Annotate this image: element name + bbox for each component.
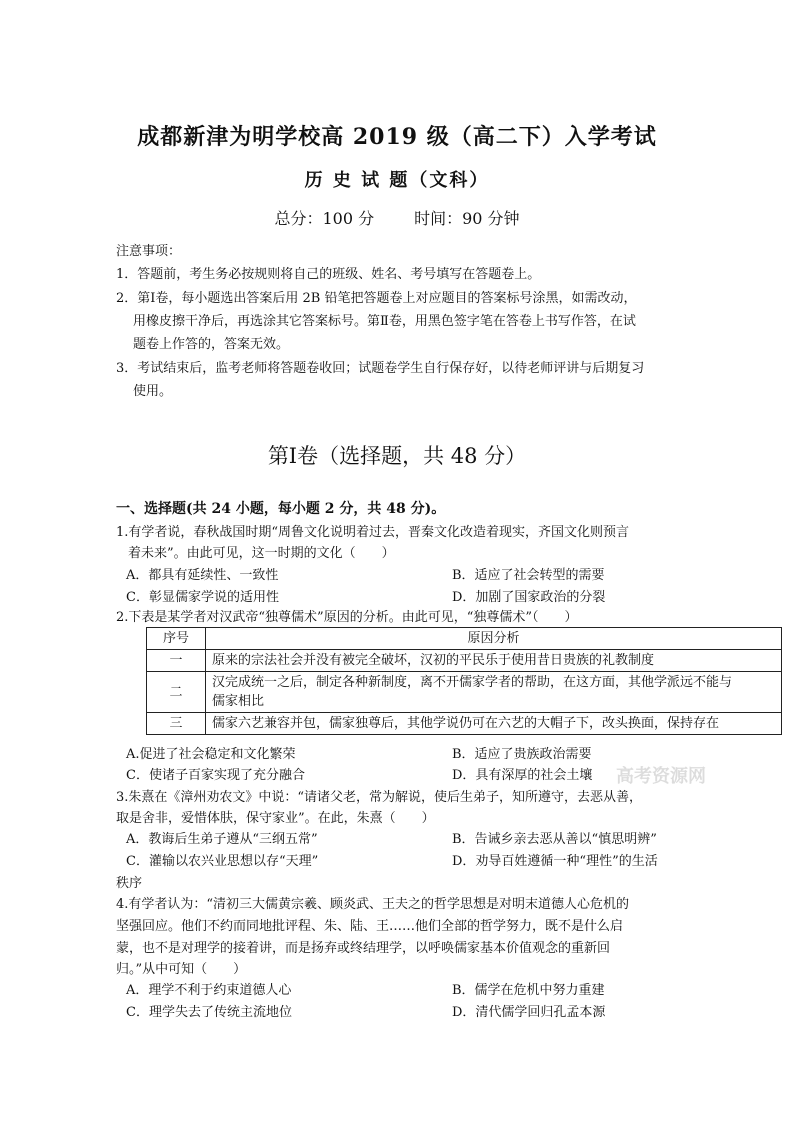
note-2-line-1: 2．第Ⅰ卷，每小题选出答案后用 2B 铅笔把答题卷上对应题目的答案标号涂黑，如需改动， — [116, 291, 637, 306]
q2-option-b: B．适应了贵族政治需要 — [452, 747, 592, 762]
q4-stem-line-3: 蒙，也不是对理学的接着讲，而是扬弃或终结理学，以呼唤儒家基本价值观念的重新回 — [116, 941, 611, 956]
q3-option-b: B．告诫乡亲去恶从善以“慎思明辨” — [452, 832, 657, 847]
note-1: 1．答题前，考生务必按规则将自己的班级、姓名、考号填写在答题卷上。 — [116, 267, 541, 282]
q4-option-b: B．儒学在危机中努力重建 — [452, 983, 605, 998]
q1-option-d: D．加剧了国家政治的分裂 — [452, 590, 606, 605]
row-text-line-2: 儒家相比 — [212, 694, 265, 709]
exam-title: 成都新津为明学校高 2019 级（高二下）入学考试 — [137, 124, 657, 150]
table-header-analysis: 原因分析 — [206, 628, 782, 650]
q4-option-c: C．理学失去了传统主流地位 — [126, 1005, 292, 1020]
row-text: 儒家六艺兼容并包，儒家独尊后，其他学说仍可在六艺的大帽子下，改头换面，保持存在 — [206, 713, 782, 735]
note-2-line-2: 用橡皮擦干净后，再选涂其它答案标号。第Ⅱ卷，用黑色签字笔在答卷上书写作答，在试 — [133, 314, 636, 329]
note-2-line-3: 题卷上作答的，答案无效。 — [133, 337, 290, 352]
q1-option-c: C．彰显儒家学说的适用性 — [126, 590, 279, 605]
notes-heading: 注意事项： — [116, 244, 182, 259]
q4-stem-line-1: 4.有学者认为：“清初三大儒黄宗羲、顾炎武、王夫之的哲学思想是对明末道德人心危机的 — [116, 897, 630, 912]
row-no: 三 — [147, 713, 206, 735]
q4-stem-line-2: 坚强回应。他们不约而同地批评程、朱、陆、王……他们全部的哲学努力，既不是什么启 — [116, 919, 624, 934]
total-score: 总分：100 分 — [274, 209, 375, 228]
score-time-line — [0, 206, 794, 229]
q2-option-a: A.促进了社会稳定和文化繁荣 — [126, 747, 296, 762]
q3-option-d: D．劝导百姓遵循一种“理性”的生活 — [452, 854, 658, 869]
table-header-no: 序号 — [147, 628, 206, 650]
q2-option-d: D．具有深厚的社会土壤 — [452, 768, 593, 783]
q3-option-d-continued: 秩序 — [116, 876, 143, 891]
q1-option-a: A．都具有延续性、一致性 — [126, 568, 279, 583]
exam-time: 时间：90 分钟 — [414, 209, 520, 228]
section-title: 第Ⅰ卷（选择题，共 48 分） — [267, 444, 527, 468]
row-no: 一 — [147, 650, 206, 672]
table-header-row — [147, 628, 782, 650]
q2-option-c: C．使诸子百家实现了充分融合 — [126, 768, 305, 783]
row-no: 二 — [147, 672, 206, 713]
q3-stem-line-2: 取是舍非，爱惜体肤，保守家业”。在此，朱熹（ ） — [116, 811, 435, 826]
row-text-line-1: 汉完成统一之后，制定各种新制度，离不开儒家学者的帮助，在这方面，其他学派远不能与 — [212, 675, 733, 690]
q3-stem-line-1: 3.朱熹在《漳州劝农文》中说：“请诸父老，常为解说，使后生弟子，知所遵守，去恶从善， — [116, 790, 643, 805]
watermark-logo: 高考资源网 — [616, 766, 706, 787]
q2-stem: 2.下表是某学者对汉武帝“独尊儒术”原因的分析。由此可见，“独尊儒术”（ ） — [116, 610, 578, 625]
q3-option-a: A．教诲后生弟子遵从“三纲五常” — [126, 832, 318, 847]
q1-stem-line-1: 1.有学者说，春秋战国时期“周鲁文化说明着过去，晋秦文化改造着现实，齐国文化则预言 — [116, 525, 630, 540]
note-3-line-1: 3．考试结束后，监考老师将答题卷收回；试题卷学生自行保存好，以待老师评讲与后期复习 — [116, 361, 645, 376]
q1-stem-line-2: 着未来”。由此可见，这一时期的文化（ ） — [128, 546, 395, 561]
q1-option-b: B．适应了社会转型的需要 — [452, 568, 605, 583]
note-3-line-2: 使用。 — [133, 384, 173, 399]
exam-subtitle: 历 史 试 题（文科） — [304, 170, 490, 191]
q3-option-c: C．灌输以农兴业思想以存“天理” — [126, 854, 319, 869]
q4-option-a: A．理学不利于约束道德人心 — [126, 983, 292, 998]
row-text — [206, 672, 782, 713]
q2-reason-table — [146, 627, 782, 735]
q4-stem-line-4: 归。”从中可知（ ） — [116, 962, 247, 977]
row-text: 原来的宗法社会并没有被完全破坏，汉初的平民乐于使用昔日贵族的礼教制度 — [206, 650, 782, 672]
part1-heading: 一、选择题(共 24 小题，每小题 2 分，共 48 分)。 — [116, 501, 446, 517]
table-row — [147, 650, 782, 672]
table-row — [147, 713, 782, 735]
q4-option-d: D．清代儒学回归孔孟本源 — [452, 1005, 606, 1020]
table-row — [147, 672, 782, 713]
